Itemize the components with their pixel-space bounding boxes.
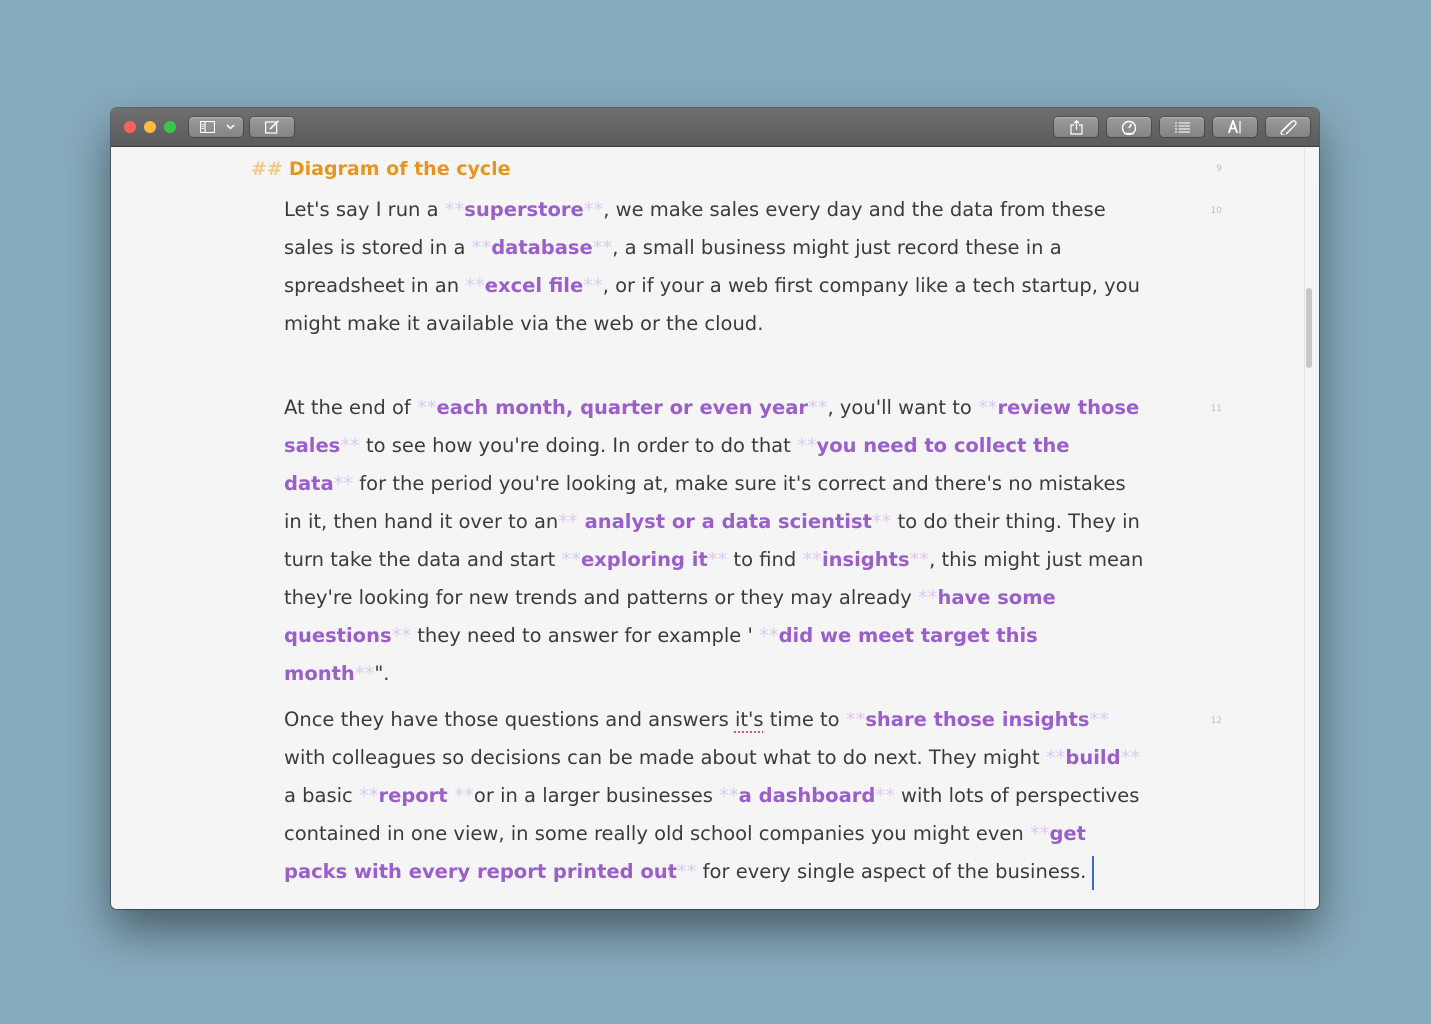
paragraph-text: to find xyxy=(727,548,803,571)
bold-text-content: database xyxy=(491,236,593,259)
bold-markup: ** xyxy=(917,586,938,609)
sidebar-toggle-button[interactable] xyxy=(189,117,243,137)
compose-icon xyxy=(265,120,280,134)
paragraph-text: At the end of xyxy=(284,396,417,419)
paragraph-text: to do their thing. They in turn take the data and start xyxy=(284,510,1140,571)
bold-text xyxy=(561,548,727,571)
bold-markup: ** xyxy=(340,434,360,457)
bold-text-content: report xyxy=(378,784,455,807)
bold-markup: ** xyxy=(354,662,375,685)
paragraph-text: Once they have those questions and answers xyxy=(284,708,735,731)
bold-text xyxy=(417,396,828,419)
title-bar xyxy=(111,108,1319,147)
attachment-button[interactable] xyxy=(1266,117,1310,137)
editor-area[interactable] xyxy=(111,147,1319,909)
list-icon xyxy=(1175,122,1190,133)
bold-markup: ** xyxy=(416,396,437,419)
share-icon xyxy=(1070,120,1083,135)
paragraph-text: , you'll want to xyxy=(827,396,978,419)
bold-text xyxy=(719,784,895,807)
bold-markup: ** xyxy=(759,624,779,647)
paragraph-1[interactable] xyxy=(284,191,1144,343)
bold-markup: ** xyxy=(875,784,895,807)
close-window-button[interactable] xyxy=(124,121,136,133)
bold-text-content: a dashboard xyxy=(738,784,876,807)
bold-markup: ** xyxy=(471,236,492,259)
bold-markup: ** xyxy=(391,624,412,647)
bold-markup: ** xyxy=(358,784,379,807)
speedometer-icon xyxy=(1121,120,1137,135)
paragraph-text: , this might just mean they're looking for new trends and patterns or they may already xyxy=(284,548,1144,609)
paragraph-text: or in a larger businesses xyxy=(473,784,720,807)
bold-text xyxy=(359,784,474,807)
bold-text-content: superstore xyxy=(464,198,584,221)
document-heading[interactable] xyxy=(251,155,511,183)
bold-markup: ** xyxy=(333,472,354,495)
bold-markup: ** xyxy=(465,274,485,297)
minimize-window-button[interactable] xyxy=(144,121,156,133)
bold-markup: ** xyxy=(909,548,930,571)
bold-text-content: did we meet target this month xyxy=(284,624,1038,685)
bold-markup: ** xyxy=(592,236,613,259)
heading-text: Diagram of the cycle xyxy=(288,158,511,180)
bold-markup: ** xyxy=(978,396,998,419)
line-number: 12 xyxy=(1210,716,1222,726)
outline-button[interactable] xyxy=(1160,117,1204,137)
paragraph-3[interactable] xyxy=(284,701,1144,891)
bold-markup: ** xyxy=(845,708,866,731)
bold-markup: ** xyxy=(802,548,822,571)
bold-text-content: get packs with every report printed out xyxy=(284,822,1086,883)
bold-text-content: have some questions xyxy=(284,586,1056,647)
bold-text-content: build xyxy=(1065,746,1121,769)
font-button[interactable] xyxy=(1213,117,1257,137)
bold-text-content: exploring it xyxy=(580,548,708,571)
paragraph-text: , a small business might just record these in a spreadsheet in an xyxy=(284,236,1062,297)
editor-scroll-divider xyxy=(1304,147,1305,909)
scrollbar-thumb[interactable] xyxy=(1306,288,1312,368)
bold-text-content: you need to collect the data xyxy=(284,434,1070,495)
chevron-down-icon[interactable] xyxy=(226,124,235,130)
bold-markup: ** xyxy=(1029,822,1050,845)
bold-text xyxy=(802,548,929,571)
paragraph-text: with lots of perspectives contained in one view, in some really old school companies you might even xyxy=(284,784,1140,845)
bold-text-content: each month, quarter or even year xyxy=(436,396,808,419)
bold-markup: ** xyxy=(676,860,697,883)
bold-markup: ** xyxy=(583,274,603,297)
paragraph-text: to see how you're doing. In order to do that xyxy=(359,434,797,457)
bold-text xyxy=(445,198,603,221)
bold-markup: ** xyxy=(796,434,817,457)
bold-markup: ** xyxy=(558,510,578,533)
paragraph-text: for the period you're looking at, make sure it's correct and there's no mistakes in it, then hand it over to an xyxy=(284,472,1126,533)
bold-markup: ** xyxy=(1089,708,1109,731)
paragraph-2[interactable] xyxy=(284,389,1144,693)
bold-markup: ** xyxy=(1045,746,1066,769)
share-button[interactable] xyxy=(1054,117,1098,137)
bold-text xyxy=(558,510,891,533)
app-window xyxy=(111,108,1319,909)
paragraph-text: for every single aspect of the business. xyxy=(696,860,1087,883)
sidebar-toggle-icon xyxy=(200,121,215,133)
paragraph-text: Let's say I run a xyxy=(284,198,445,221)
heading-markup: ## xyxy=(251,158,283,180)
paragraph-text: , we make sales every day and the data from these sales is stored in a xyxy=(284,198,1106,259)
line-number: 10 xyxy=(1210,206,1222,216)
line-number: 11 xyxy=(1210,404,1222,414)
bold-text-content: analyst or a data scientist xyxy=(577,510,872,533)
bold-markup: ** xyxy=(454,784,474,807)
bold-text-content: insights xyxy=(821,548,910,571)
bold-markup: ** xyxy=(719,784,739,807)
bold-text xyxy=(472,236,613,259)
bold-markup: ** xyxy=(707,548,728,571)
bold-markup: ** xyxy=(444,198,465,221)
bold-markup: ** xyxy=(808,396,828,419)
bold-text xyxy=(465,274,602,297)
paragraph-text: ". xyxy=(374,662,390,685)
font-icon xyxy=(1228,120,1242,134)
bold-markup: ** xyxy=(561,548,581,571)
paperclip-icon xyxy=(1280,120,1297,135)
bold-markup: ** xyxy=(1120,746,1141,769)
bold-markup: ** xyxy=(871,510,892,533)
compose-button[interactable] xyxy=(250,117,294,137)
misspelled-word: it's xyxy=(734,708,764,731)
bold-text xyxy=(846,708,1109,731)
bold-text-content: excel file xyxy=(484,274,584,297)
bold-markup: ** xyxy=(583,198,604,221)
text-cursor xyxy=(1092,856,1094,890)
paragraph-text: with colleagues so decisions can be made about what to do next. They might xyxy=(284,746,1046,769)
paragraph-text: they need to answer for example ' xyxy=(411,624,760,647)
line-number: 9 xyxy=(1216,164,1222,174)
bold-text xyxy=(1046,746,1140,769)
bold-text-content: share those insights xyxy=(865,708,1090,731)
paragraph-text: a basic xyxy=(284,784,359,807)
zoom-window-button[interactable] xyxy=(164,121,176,133)
bold-text-content: review those sales xyxy=(284,396,1140,457)
statistics-button[interactable] xyxy=(1107,117,1151,137)
paragraph-text: , or if your a web first company like a tech startup, you might make it available via the web or the cloud. xyxy=(284,274,1140,335)
paragraph-text: time to xyxy=(763,708,846,731)
